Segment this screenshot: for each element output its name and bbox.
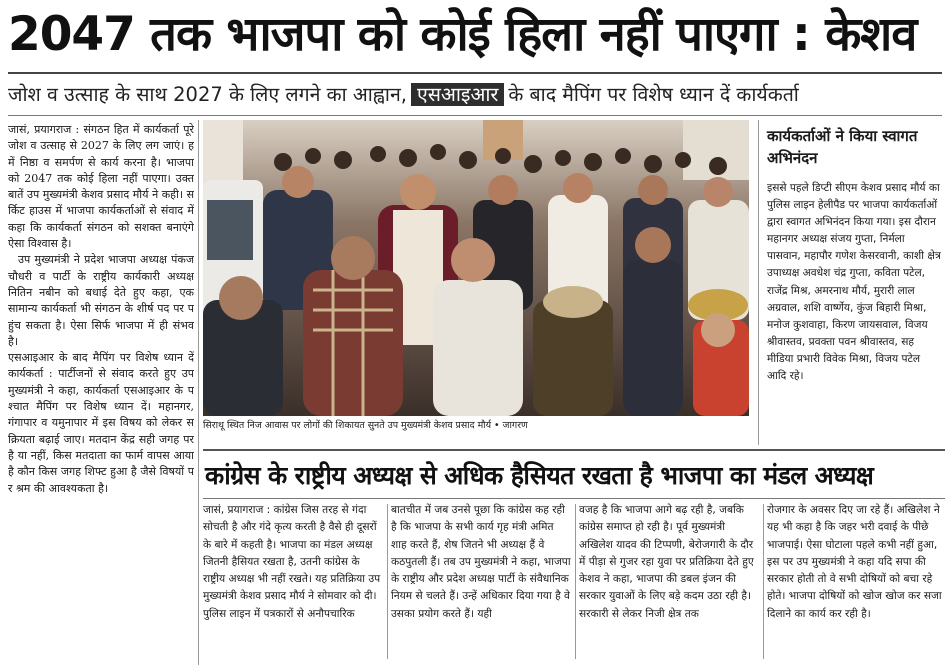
subheadline-after: के बाद मैपिंग पर विशेष ध्यान दें कार्यकर्ता — [508, 83, 799, 106]
left-article-p2: उप मुख्यमंत्री ने प्रदेश भाजपा अध्यक्ष पंकज चौधरी व पार्टी के राष्ट्रीय कार्यकारी अध्यक्ष नितिन नबीन को बधाई देते हुए कहा, एक सामान्य कार्यकर्ता भी संगठन के शीर्ष पद पर पहुंच सकता है। ऐसा सिर्फ भाजपा में ही संभव है। — [8, 253, 194, 348]
second-story-top-rule — [203, 449, 945, 451]
sidebar-body: इससे पहले डिप्टी सीएम केशव प्रसाद मौर्य का पुलिस लाइन हेलीपैड पर भाजपा कार्यकर्ताओं द्वारा स्वागत अभिनंदन किया गया। इस दौरान महानगर अध्यक्ष संजय गुप्ता, निर्मला पासवान, महापौर गणेश केसरवानी, काशी क्षेत्र उपाध्यक्ष अवधेश चंद्र गुप्ता, कविता पटेल, राजेंद्र मिश्र, अमरनाथ मौर्य, मुरारी लाल अग्रवाल, शशि वार्ष्णेय, कुंज बिहारी मिश्रा, मनोज कुशवाहा, किरण जायसवाल, विजय श्रीवास्तव, प्रवक्ता पवन श्रीवास्तव, सह मीडिया प्रभारी विवेक मिश्रा, विजय पटेल आदि रहे। — [767, 182, 941, 383]
crowd-photo-illustration — [203, 120, 749, 416]
subheadline-before: जोश व उत्साह के साथ 2027 के लिए लगने का आह्वान, — [8, 83, 407, 106]
photo-credit: जागरण — [502, 420, 528, 431]
page-headline: 2047 तक भाजपा को कोई हिला नहीं पाएगा : केशव — [8, 7, 917, 62]
photo-caption-text: सिराथू स्थित निज आवास पर लोगों की शिकायत सुनते उप मुख्यमंत्री केशव प्रसाद मौर्य — [203, 420, 492, 431]
subheadline-rule — [8, 115, 942, 116]
sidebar-heading: कार्यकर्ताओं ने किया स्वागत अभिनंदन — [767, 127, 918, 167]
subheadline — [8, 78, 942, 112]
left-article-column — [8, 122, 194, 664]
left-article-p3: एसआइआर के बाद मैपिंग पर विशेष ध्यान दें कार्यकर्ता : पार्टीजनों से संवाद करते हुए उपमुख्यमंत्री ने कहा, कार्यकर्ता एसआइआर के पश्चात मैपिंग पर विशेष ध्यान दें। महानगर, गंगापार व यमुनापार में इस विषय को लेकर सक्रियता बढ़ाई जाए। मतदान केंद्र सही जगह पर है या नहीं, किस मतदाता का फार्म वापस आया है कौन किस जगह शिफ्ट हुआ है जैसे विषयों पर श्रम की आवश्यकता है। — [8, 351, 194, 495]
second-story-col2: बातचीत में जब उनसे पूछा कि कांग्रेस कह रही है कि भाजपा के सभी कार्य गृह मंत्री अमित शाह करते हैं, शेष जितने भी अध्यक्ष हैं वे कठपुतली हैं। तब उप मुख्यमंत्री ने कहा, भाजपा के राष्ट्रीय और प्रदेश अध्यक्ष पार्टी के संवैधानिक नियम से चलते हैं। उन्हें अधिकार दिया गया है वे उसका प्रयोग करते हैं। यही — [391, 504, 571, 620]
second-story-headline-rule — [203, 498, 945, 499]
second-story-col1: जासं, प्रयागराज : कांग्रेस जिस तरह से गंदा सोचती है और गंदे कृत्य करती है वैसे ही दूसरों के बारे में कहती है। भाजपा का मंडल अध्यक्ष जितनी हैसियत रखता है, उतनी कांग्रेस के राष्ट्रीय अध्यक्ष भी नहीं रखते। यह प्रतिक्रिया उप मुख्यमंत्री केशव प्रसाद मौर्य ने सोमवार को दी। पुलिस लाइन में पत्रकारों से अनौपचारिक — [203, 504, 381, 620]
news-photo — [203, 120, 749, 416]
headline-rule — [8, 72, 942, 74]
second-story-col4: रोजगार के अवसर दिए जा रहे हैं। अखिलेश ने यह भी कहा है कि जहर भरी दवाई के पीछे भाजपाई। ऐसा घोटाला पहले कभी नहीं हुआ, इस पर उप मुख्यमंत्री ने कहा यदि सपा की सरकार होती तो वे सभी दोषियों को बचा रहे होते। भाजपा दोषियों को खोज खोज कर सजा दिलाने का कार्य कर रही है। — [767, 504, 942, 620]
second-story-divider-3 — [763, 504, 764, 659]
second-story-divider-2 — [575, 504, 576, 659]
second-story-divider-1 — [387, 504, 388, 659]
subheadline-highlight: एसआइआर — [411, 83, 504, 106]
second-story-headline: कांग्रेस के राष्ट्रीय अध्यक्ष से अधिक हैसियत रखता है भाजपा का मंडल अध्यक्ष — [205, 461, 874, 490]
sidebar-divider — [758, 120, 759, 445]
left-article-p1: जासं, प्रयागराज : संगठन हित में कार्यकर्ता पूरे जोश व उत्साह से 2027 के लिए लग जाएं। हमें निष्ठा व समर्पण से कार्य करना है। भाजपा को 2047 तक कोई हिला नहीं पाएगा। उक्त बातें उप मुख्यमंत्री केशव प्रसाद मौर्य ने कही। सर्किट हाउस में भाजपा कार्यकर्ताओं से संवाद में कहा कि कार्यकर्ता संगठन को सशक्त बनाएंगे ऐसा विश्वास है। — [8, 123, 194, 251]
second-story-col3: वजह है कि भाजपा आगे बढ़ रही है, जबकि कांग्रेस समाप्त हो रही है। पूर्व मुख्यमंत्री अखिलेश यादव की टिप्पणी, बेरोजगारी के दौर में पीड़ा से गुजर रहा युवा पर प्रतिक्रिया देते हुए केशव ने कहा, भाजपा की डबल इंजन की सरकार युवाओं के लिए बड़े कदम उठा रही है। सरकारी से लेकर निजी क्षेत्र तक — [579, 504, 754, 620]
photo-caption: सिराथू स्थित निज आवास पर लोगों की शिकायत सुनते उप मुख्यमंत्री केशव प्रसाद मौर्य • जागरण — [203, 420, 528, 431]
column-divider — [198, 120, 199, 665]
